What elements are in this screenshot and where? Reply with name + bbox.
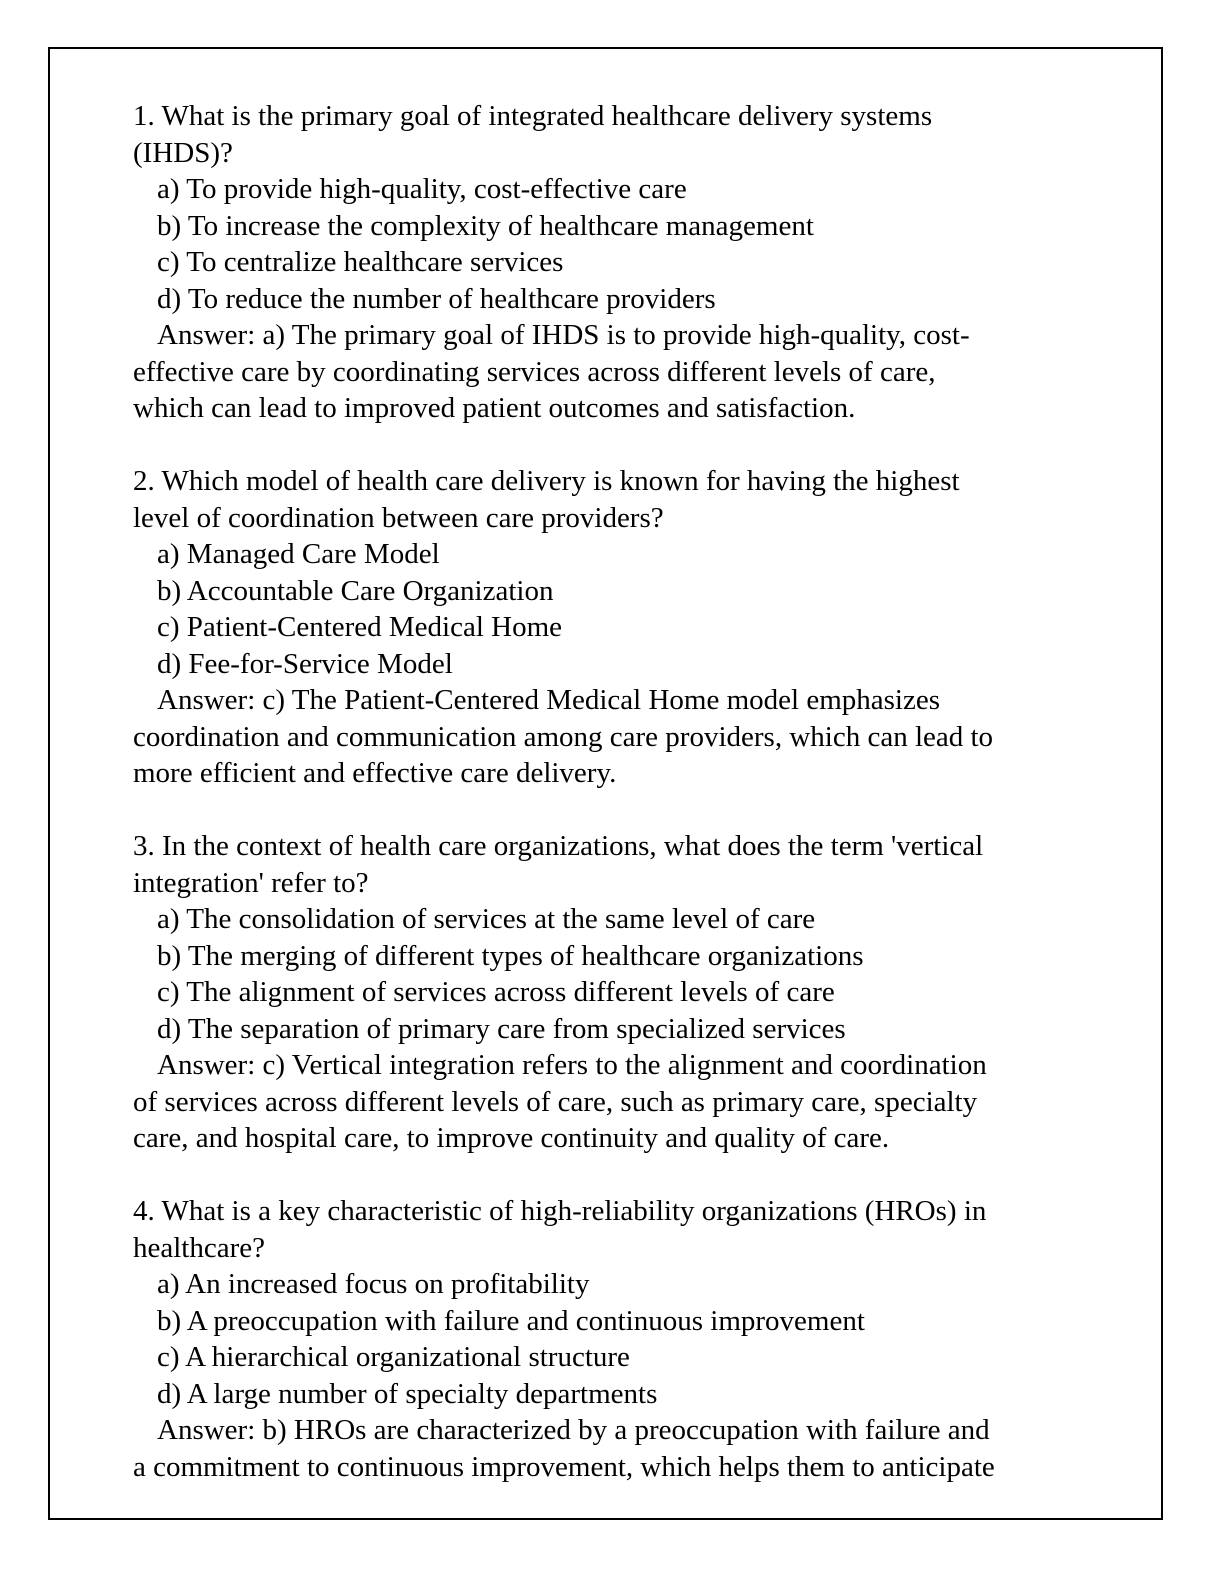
question-block-3 — [133, 828, 1093, 1157]
option-d: d) To reduce the number of healthcare providers — [157, 282, 716, 315]
answer-text: Answer: b) HROs are characterized by a preoccupation with failure and — [157, 1414, 990, 1446]
answer-text: effective care by coordinating services across different levels of care, — [133, 355, 936, 388]
question-text: 2. Which model of health care delivery is known for having the highest — [133, 465, 960, 497]
option-a: a) An increased focus on profitability — [157, 1268, 590, 1300]
question-block-2 — [133, 463, 1093, 792]
question-text: (IHDS)? — [133, 136, 233, 169]
question-text: level of coordination between care providers? — [133, 501, 664, 534]
option-b: b) To increase the complexity of healthcare management — [157, 209, 814, 242]
option-a: a) To provide high-quality, cost-effective care — [157, 173, 687, 205]
option-c: c) Patient-Centered Medical Home — [157, 611, 563, 643]
option-b: b) The merging of different types of healthcare organizations — [157, 939, 864, 972]
answer-text: Answer: c) Vertical integration refers to the alignment and coordination — [157, 1049, 987, 1081]
question-text: 1. What is the primary goal of integrated healthcare delivery systems — [133, 100, 933, 132]
option-a: a) The consolidation of services at the same level of care — [157, 903, 816, 935]
question-text: integration' refer to? — [133, 866, 369, 899]
option-c: c) To centralize healthcare services — [157, 246, 564, 278]
answer-text: of services across different levels of care, such as primary care, specialty — [133, 1085, 978, 1118]
answer-text: more efficient and effective care delivery. — [133, 757, 617, 789]
answer-text: coordination and communication among care providers, which can lead to — [133, 720, 994, 753]
option-b: b) A preoccupation with failure and continuous improvement — [157, 1304, 865, 1337]
document-body — [133, 98, 1093, 1522]
question-text: healthcare? — [133, 1231, 266, 1264]
answer-text: a commitment to continuous improvement, which helps them to anticipate — [133, 1450, 995, 1483]
answer-text: which can lead to improved patient outcomes and satisfaction. — [133, 392, 856, 424]
question-block-1 — [133, 98, 1093, 427]
answer-text: Answer: c) The Patient-Centered Medical Home model emphasizes — [157, 684, 941, 716]
question-block-4 — [133, 1193, 1093, 1485]
option-c: c) The alignment of services across different levels of care — [157, 976, 835, 1008]
option-c: c) A hierarchical organizational structure — [157, 1341, 630, 1373]
option-d: d) Fee-for-Service Model — [157, 647, 453, 680]
question-text: 4. What is a key characteristic of high-reliability organizations (HROs) in — [133, 1195, 987, 1227]
answer-text: care, and hospital care, to improve continuity and quality of care. — [133, 1122, 890, 1154]
answer-text: Answer: a) The primary goal of IHDS is to provide high-quality, cost- — [157, 319, 970, 351]
option-a: a) Managed Care Model — [157, 538, 440, 570]
question-text: 3. In the context of health care organizations, what does the term 'vertical — [133, 830, 984, 862]
option-b: b) Accountable Care Organization — [157, 574, 554, 607]
option-d: d) A large number of specialty departments — [157, 1377, 658, 1410]
option-d: d) The separation of primary care from specialized services — [157, 1012, 846, 1045]
